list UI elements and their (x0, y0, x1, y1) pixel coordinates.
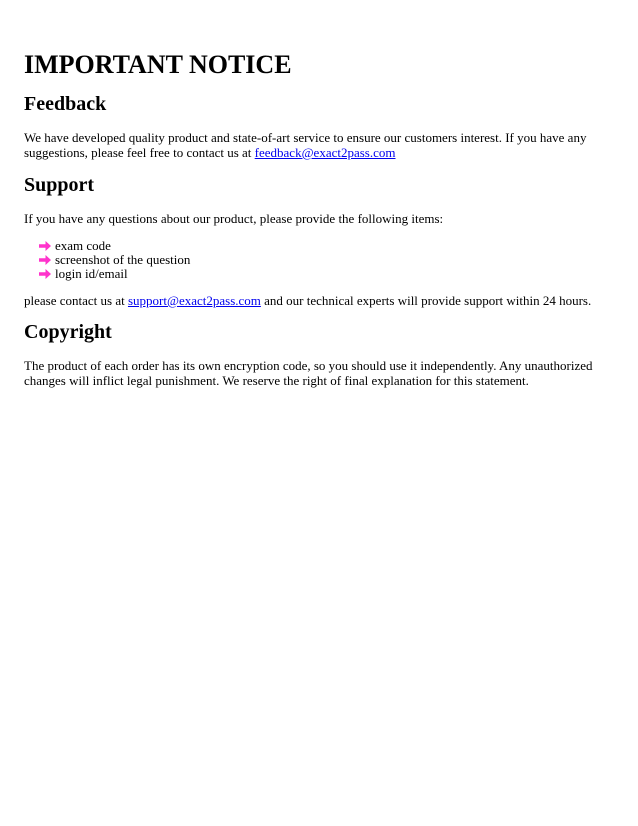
list-item (39, 267, 614, 281)
feedback-section (24, 92, 614, 160)
copyright-section (24, 320, 614, 388)
support-section (24, 173, 614, 308)
support-contact-suffix: and our technical experts will provide support within 24 hours. (260, 293, 592, 308)
feedback-body: We have developed quality product and state-of-art service to ensure our customers interest. If you have any suggestions, please feel free to contact us at (24, 130, 587, 160)
arrow-right-icon (39, 241, 51, 251)
feedback-heading: Feedback (24, 93, 107, 115)
page-title: IMPORTANT NOTICE (24, 50, 292, 79)
list-item-label: screenshot of the question (55, 252, 191, 267)
support-email-link[interactable]: support@exact2pass.com (127, 293, 261, 308)
arrow-right-icon (39, 255, 51, 265)
feedback-text (24, 130, 614, 160)
list-item (39, 239, 614, 253)
copyright-text: The product of each order has its own encryption code, so you should use it independently. Any unauthorized changes will inflict legal punishment. We reserve the right of final explanation for this statement. (24, 358, 593, 388)
notice-page (24, 50, 614, 388)
support-heading: Support (24, 174, 95, 196)
support-contact-prefix: please contact us at (24, 293, 128, 308)
feedback-email-link[interactable]: feedback@exact2pass.com (254, 145, 396, 160)
copyright-heading: Copyright (24, 321, 112, 343)
list-item-label: exam code (55, 238, 111, 253)
support-contact (24, 293, 614, 308)
support-intro: If you have any questions about our product, please provide the following items: (24, 211, 444, 226)
list-item (39, 253, 614, 267)
arrow-right-icon (39, 269, 51, 279)
list-item-label: login id/email (55, 266, 128, 281)
support-items-list (24, 239, 614, 281)
